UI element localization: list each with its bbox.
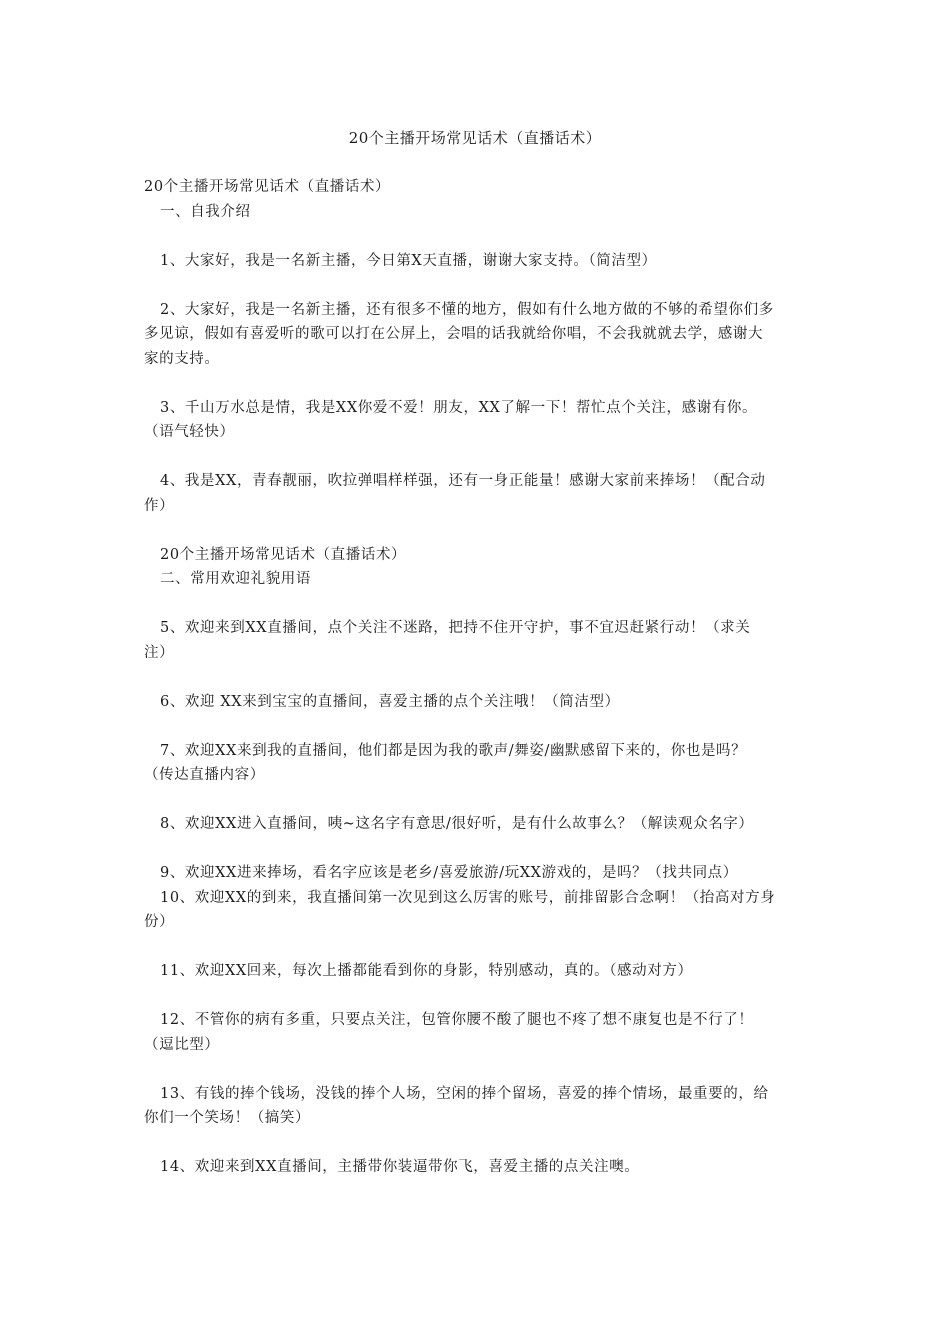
blank-line: [144, 371, 808, 396]
script-item-2-line-1: 2、大家好，我是一名新主播，还有很多不懂的地方，假如有什么地方做的不够的希望你们多: [160, 301, 774, 318]
blank-line: [144, 788, 808, 813]
section-heading-welcome: 二、常用欢迎礼貌用语: [160, 571, 311, 587]
document-title: 20个主播开场常见话术（直播话术）: [348, 129, 602, 147]
script-item-7-line-2: （传达直播内容）: [144, 767, 265, 783]
script-item-11: 11、欢迎XX回来，每次上播都能看到你的身影，特别感动，真的。（感动对方）: [160, 963, 693, 979]
blank-line: [144, 1131, 808, 1156]
subtitle-heading-2: 20个主播开场常见话术（直播话术）: [160, 546, 407, 563]
script-item-6: 6、欢迎 XX来到宝宝的直播间，喜爱主播的点个关注哦！（简洁型）: [160, 693, 620, 710]
script-item-13-line-1: 13、有钱的捧个钱场，没钱的捧个人场，空闲的捧个留场，喜爱的捧个情场，最重要的，给: [160, 1085, 769, 1102]
script-item-12-line-1: 12、不管你的病有多重，只要点关注，包管你腰不酸了腿也不疼了想不康复也是不行了！: [160, 1012, 754, 1028]
blank-line: [144, 592, 808, 617]
script-item-3-line-2: （语气轻快）: [144, 424, 235, 440]
script-item-10-line-1: 10、欢迎XX的到来，我直播间第一次见到这么厉害的账号，前排留影合念啊！（抬高对方身: [160, 889, 776, 906]
script-item-13-line-2: 你们一个笑场！（搞笑）: [144, 1110, 311, 1126]
blank-line: [144, 984, 808, 1009]
blank-line: [144, 273, 808, 298]
blank-line: [144, 1057, 808, 1082]
script-item-3-line-1: 3、千山万水总是情，我是XX你爱不爱！朋友，XX了解一下！帮忙点个关注，感谢有你。: [160, 399, 758, 416]
script-item-9: 9、欢迎XX进来捧场，看名字应该是老乡/喜爱旅游/玩XX游戏的，是吗？（找共同点）: [160, 865, 738, 881]
script-item-4-line-2: 作）: [144, 497, 175, 514]
script-item-1: 1、大家好，我是一名新主播，今日第X天直播，谢谢大家支持。（简洁型）: [160, 252, 657, 269]
section-heading-self-intro: 一、自我介绍: [160, 203, 251, 220]
script-item-10-line-2: 份）: [144, 914, 175, 930]
script-item-14: 14、欢迎来到XX直播间，主播带你装逼带你飞，喜爱主播的点关注噢。: [160, 1159, 640, 1175]
blank-line: [144, 837, 808, 862]
script-item-5-line-2: 注）: [144, 644, 175, 661]
script-item-7-line-1: 7、欢迎XX来到我的直播间，他们都是因为我的歌声/舞姿/幽默感留下来的，你也是吗？: [160, 742, 747, 759]
script-item-2-line-3: 家的支持。: [144, 350, 220, 367]
script-item-12-line-2: （逗比型）: [144, 1036, 220, 1053]
blank-line: [144, 935, 808, 960]
blank-line: [144, 224, 808, 249]
blank-line: [144, 518, 808, 543]
subtitle-heading: 20个主播开场常见话术（直播话术）: [144, 179, 391, 195]
blank-line: [144, 445, 808, 470]
script-item-2-line-2: 多见谅，假如有喜爱听的歌可以打在公屏上，会唱的话我就给你唱，不会我就就去学，感谢大: [144, 326, 764, 342]
script-item-4-line-1: 4、我是XX，青春靓丽，吹拉弹唱样样强，还有一身正能量！感谢大家前来捧场！（配合动: [160, 473, 766, 489]
blank-line: [144, 714, 808, 739]
document-body: [144, 175, 808, 1180]
script-item-5-line-1: 5、欢迎来到XX直播间，点个关注不迷路，把持不住开守护，事不宜迟赶紧行动！（求关: [160, 620, 751, 636]
blank-line: [144, 665, 808, 690]
script-item-8: 8、欢迎XX进入直播间，咦~这名字有意思/很好听，是有什么故事么？（解读观众名字）: [160, 816, 754, 832]
